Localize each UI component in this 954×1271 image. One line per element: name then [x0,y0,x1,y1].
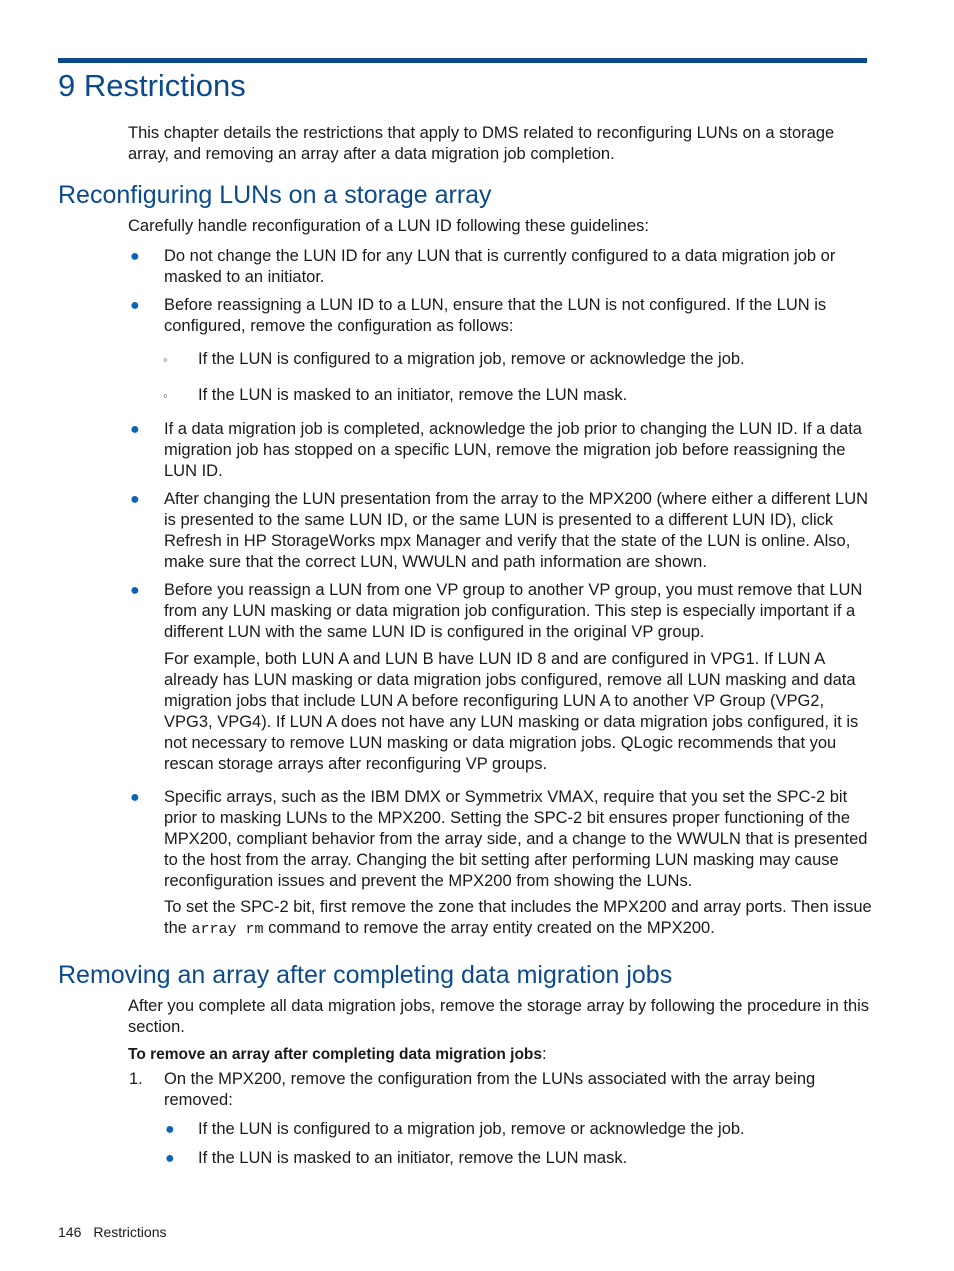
spc2-text-a: To set the SPC-2 bit, first remove the zone that includes the MPX200 and array ports. Then issue the [164,898,872,937]
chapter-title: 9 Restrictions [58,68,246,103]
step-sub-item: If the LUN is masked to an initiator, remove the LUN mask. [198,1149,628,1167]
bullet-icon: ● [130,789,140,806]
procedure-title-text: To remove an array after completing data migration jobs [128,1046,543,1063]
spc2-text-b: command to remove the array entity created on the MPX200. [263,919,715,937]
page-number: 146 [58,1224,82,1240]
list-item: If a data migration job is completed, acknowledge the job prior to changing the LUN ID. If a data migration job has stopped on a specific LUN, remove the migration job before reassigning the LUN ID. [164,420,862,480]
procedure-title [128,1044,878,1065]
page-footer [58,1223,167,1241]
footer-section-name: Restrictions [93,1224,167,1240]
list-item: Do not change the LUN ID for any LUN that is currently configured to a data migration job or masked to an initiator. [164,247,836,286]
bullet-icon: ● [130,248,140,265]
bullet-icon: ● [130,297,140,314]
section-intro: After you complete all data migration jobs, remove the storage array by following the procedure in this section. [128,997,870,1036]
bullet-icon: ● [130,421,140,438]
sub-list-item: If the LUN is masked to an initiator, remove the LUN mask. [198,386,628,404]
list-item: Before reassigning a LUN ID to a LUN, ensure that the LUN is not configured. If the LUN is configured, remove the configuration as follows: [164,296,827,335]
array-rm-command: array rm [191,921,264,938]
section-intro: Carefully handle reconfiguration of a LUN ID following these guidelines: [128,217,649,235]
step-text: On the MPX200, remove the configuration from the LUNs associated with the array being removed: [164,1070,816,1109]
bullet-icon: ● [165,1150,175,1167]
list-item: After changing the LUN presentation from the array to the MPX200 (where either a different LUN is presented to the same LUN ID, or the same LUN is presented to a different LUN ID), click Refresh in HP StorageWorks mpx Manager and verify that the state of the LUN is online. Also, make sure that the correct LUN, WWULN and path information are shown. [164,490,869,571]
example-paragraph: For example, both LUN A and LUN B have LUN ID 8 and are configured in VPG1. If LUN A already has LUN masking or data migration jobs configured, remove all LUN masking and data migration jobs that include LUN A before reconfiguring LUN A to another VP Group (VPG2, VPG3, VPG4). If LUN A does not have any LUN masking or data migration jobs configured, it is not necessary to remove LUN masking or data migration jobs. QLogic recommends that you rescan storage arrays after reconfiguring VP groups. [164,650,859,773]
bullet-icon: ● [165,1121,175,1138]
step-number: 1. [129,1070,143,1088]
list-item: Specific arrays, such as the IBM DMX or Symmetrix VMAX, require that you set the SPC-2 bit prior to masking LUNs to the MPX200. Setting the SPC-2 bit ensures proper functioning of the MPX200, compliant behavior from the array side, and a change to the WWULN that is presented to the host from the array. Changing the bit setting after performing LUN masking may cause reconfiguration issues and prevent the MPX200 from showing the LUNs. [164,788,868,890]
chapter-intro: This chapter details the restrictions that apply to DMS related to reconfiguring LUNs on a storage array, and removing an array after a data migration job completion. [128,124,835,163]
step-sub-item: If the LUN is configured to a migration job, remove or acknowledge the job. [198,1120,745,1138]
bullet-icon: ● [130,491,140,508]
spc2-instructions [164,897,876,940]
bullet-icon: ● [130,582,140,599]
sub-list-item: If the LUN is configured to a migration job, remove or acknowledge the job. [198,350,745,368]
section-heading-removing-array: Removing an array after completing data migration jobs [58,961,673,989]
sub-bullet-icon: ◦ [163,388,168,403]
list-item: Before you reassign a LUN from one VP group to another VP group, you must remove that LUN from any LUN masking or data migration job configuration. This step is especially important if a different LUN with the same LUN ID is configured in the original VP group. [164,581,863,641]
chapter-top-rule [58,58,867,63]
sub-bullet-icon: ◦ [163,352,168,367]
section-heading-reconfiguring-luns: Reconfiguring LUNs on a storage array [58,181,492,209]
procedure-title-colon: : [542,1045,547,1063]
